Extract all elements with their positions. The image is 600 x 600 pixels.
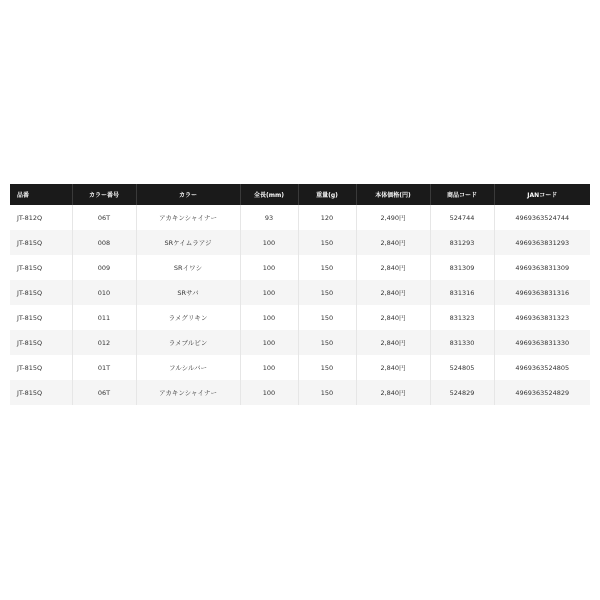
table-row xyxy=(10,280,590,305)
cell-jan-code: 4969363524829 xyxy=(494,380,590,405)
table-row xyxy=(10,355,590,380)
cell-product-code: 831316 xyxy=(430,280,494,305)
cell-weight: 150 xyxy=(298,305,356,330)
cell-product-number: JT-815Q xyxy=(10,305,72,330)
table-row xyxy=(10,255,590,280)
cell-length: 93 xyxy=(240,205,298,230)
cell-product-code: 831293 xyxy=(430,230,494,255)
cell-color: SRサバ xyxy=(136,280,240,305)
cell-product-code: 831309 xyxy=(430,255,494,280)
cell-jan-code: 4969363831330 xyxy=(494,330,590,355)
cell-jan-code: 4969363524805 xyxy=(494,355,590,380)
spec-table xyxy=(10,184,590,405)
cell-length: 100 xyxy=(240,330,298,355)
header-price: 本体価格(円) xyxy=(356,184,430,205)
cell-length: 100 xyxy=(240,355,298,380)
cell-color: フルシルバー xyxy=(136,355,240,380)
cell-color-number: 01T xyxy=(72,355,136,380)
cell-price: 2,840円 xyxy=(356,305,430,330)
cell-weight: 120 xyxy=(298,205,356,230)
header-jan-code: JANコード xyxy=(494,184,590,205)
cell-weight: 150 xyxy=(298,230,356,255)
cell-color: ラメグリキン xyxy=(136,305,240,330)
cell-jan-code: 4969363831293 xyxy=(494,230,590,255)
cell-length: 100 xyxy=(240,380,298,405)
cell-product-code: 524805 xyxy=(430,355,494,380)
cell-product-number: JT-815Q xyxy=(10,255,72,280)
cell-color-number: 010 xyxy=(72,280,136,305)
table-row xyxy=(10,230,590,255)
header-length: 全長(mm) xyxy=(240,184,298,205)
cell-weight: 150 xyxy=(298,280,356,305)
cell-color: SRイワシ xyxy=(136,255,240,280)
cell-length: 100 xyxy=(240,230,298,255)
cell-color-number: 06T xyxy=(72,205,136,230)
cell-color: ラメブルピン xyxy=(136,330,240,355)
cell-length: 100 xyxy=(240,280,298,305)
table-header-row xyxy=(10,184,590,205)
cell-product-code: 524744 xyxy=(430,205,494,230)
cell-product-code: 831330 xyxy=(430,330,494,355)
cell-product-number: JT-812Q xyxy=(10,205,72,230)
cell-length: 100 xyxy=(240,305,298,330)
header-color: カラー xyxy=(136,184,240,205)
table-row xyxy=(10,205,590,230)
cell-weight: 150 xyxy=(298,380,356,405)
cell-product-number: JT-815Q xyxy=(10,230,72,255)
cell-price: 2,840円 xyxy=(356,380,430,405)
cell-product-code: 831323 xyxy=(430,305,494,330)
cell-color-number: 012 xyxy=(72,330,136,355)
cell-color: アカキンシャイナー xyxy=(136,380,240,405)
cell-length: 100 xyxy=(240,255,298,280)
cell-jan-code: 4969363831323 xyxy=(494,305,590,330)
table-row xyxy=(10,380,590,405)
cell-color: アカキンシャイナー xyxy=(136,205,240,230)
cell-color-number: 009 xyxy=(72,255,136,280)
cell-color-number: 06T xyxy=(72,380,136,405)
cell-product-number: JT-815Q xyxy=(10,355,72,380)
cell-price: 2,840円 xyxy=(356,255,430,280)
cell-color-number: 011 xyxy=(72,305,136,330)
header-weight: 重量(g) xyxy=(298,184,356,205)
header-product-number: 品番 xyxy=(10,184,72,205)
cell-jan-code: 4969363524744 xyxy=(494,205,590,230)
cell-weight: 150 xyxy=(298,355,356,380)
cell-price: 2,840円 xyxy=(356,355,430,380)
table-row xyxy=(10,305,590,330)
cell-product-number: JT-815Q xyxy=(10,330,72,355)
header-product-code: 商品コード xyxy=(430,184,494,205)
cell-product-code: 524829 xyxy=(430,380,494,405)
cell-price: 2,840円 xyxy=(356,330,430,355)
cell-jan-code: 4969363831309 xyxy=(494,255,590,280)
header-color-number: カラー番号 xyxy=(72,184,136,205)
cell-weight: 150 xyxy=(298,330,356,355)
cell-color: SRケイムラアジ xyxy=(136,230,240,255)
cell-jan-code: 4969363831316 xyxy=(494,280,590,305)
cell-product-number: JT-815Q xyxy=(10,380,72,405)
cell-product-number: JT-815Q xyxy=(10,280,72,305)
cell-price: 2,490円 xyxy=(356,205,430,230)
table-row xyxy=(10,330,590,355)
cell-weight: 150 xyxy=(298,255,356,280)
cell-price: 2,840円 xyxy=(356,230,430,255)
cell-color-number: 008 xyxy=(72,230,136,255)
cell-price: 2,840円 xyxy=(356,280,430,305)
